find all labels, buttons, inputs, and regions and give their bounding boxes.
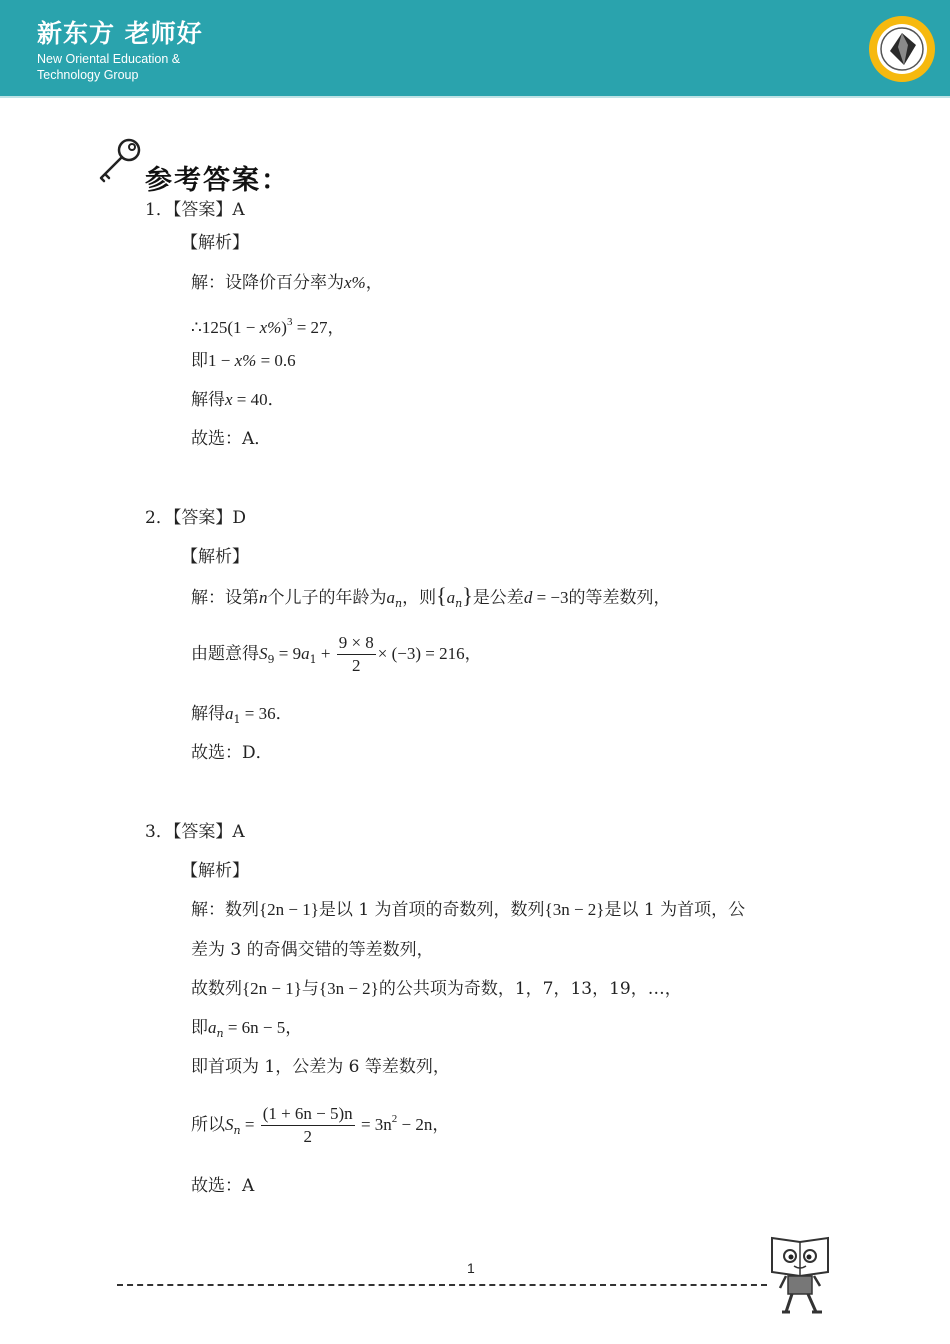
header-bar: [0, 0, 950, 98]
logo-icon: [868, 15, 936, 83]
q2-line-4: 故选：D．: [191, 743, 273, 763]
mascot-book-icon: [766, 1232, 834, 1316]
q2-line-3: 解得$a_1 = 36$．: [191, 704, 293, 726]
section-title: 参考答案：: [145, 165, 290, 196]
q2-answer: 2．【答案】D: [145, 508, 246, 528]
q3-analysis-label: 【解析】: [181, 861, 249, 881]
brand-name-en: [37, 51, 237, 83]
page-number: 1: [467, 1260, 475, 1276]
q1-line-2: ∴125(1 − x%)$^3$ = 27，: [191, 316, 345, 337]
q1-line-1: 解：设降价百分率为x%，: [191, 273, 383, 293]
q3-line-4: 即$a_n = 6n - 5$，: [191, 1018, 303, 1040]
q3-line-2: 差为 3 的奇偶交错的等差数列，: [191, 940, 434, 960]
q1-line-4: 解得x = 40．: [191, 390, 285, 410]
q1-analysis-label: 【解析】: [181, 233, 249, 253]
q3-line-5: 即首项为 1，公差为 6 等差数列，: [191, 1057, 450, 1077]
q3-answer: 3．【答案】A: [145, 822, 245, 842]
q2-fraction: $\frac{9 \times 8}{2}$: [338, 633, 374, 675]
q2-line-1: 解：设第n个儿子的年龄为$a_n$，则$\{a_n\}$是公差d = −3的等差数列，: [191, 583, 671, 610]
q2-line-2: 由题意得$S_9 = 9a_1$ + $\frac{9 \times 8}{2}$ × (−3) = 216，: [191, 633, 482, 675]
brand-en-line1: New Oriental Education &: [37, 52, 181, 66]
key-icon: [95, 134, 145, 184]
q3-line-6: 所以$S_n$ = $\frac{(1 + 6n - 5)n}{2}$ = $3n^2 - 2n$，: [191, 1104, 450, 1146]
q1-line-5: 故选：A．: [191, 429, 272, 449]
q3-line-1: 解：数列{2n − 1}是以 1 为首项的奇数列，数列{3n − 2}是以 1 为首项，公: [191, 900, 746, 920]
q3-line-3: 故数列{2n − 1}与{3n − 2}的公共项为奇数，1，7，13，19，…，: [191, 979, 682, 999]
q3-line-7: 故选：A: [191, 1176, 255, 1196]
brand-name-cn: 新东方 老师好: [37, 19, 203, 48]
q1-line-3: 即1 − x% = 0.6: [191, 351, 296, 371]
q2-analysis-label: 【解析】: [181, 547, 249, 567]
brand-en-line2: Technology Group: [37, 68, 139, 82]
q3-fraction: $\frac{(1 + 6n - 5)n}{2}$: [262, 1104, 353, 1146]
q1-answer: 1．【答案】A: [145, 200, 245, 220]
footer-divider: [117, 1284, 767, 1286]
